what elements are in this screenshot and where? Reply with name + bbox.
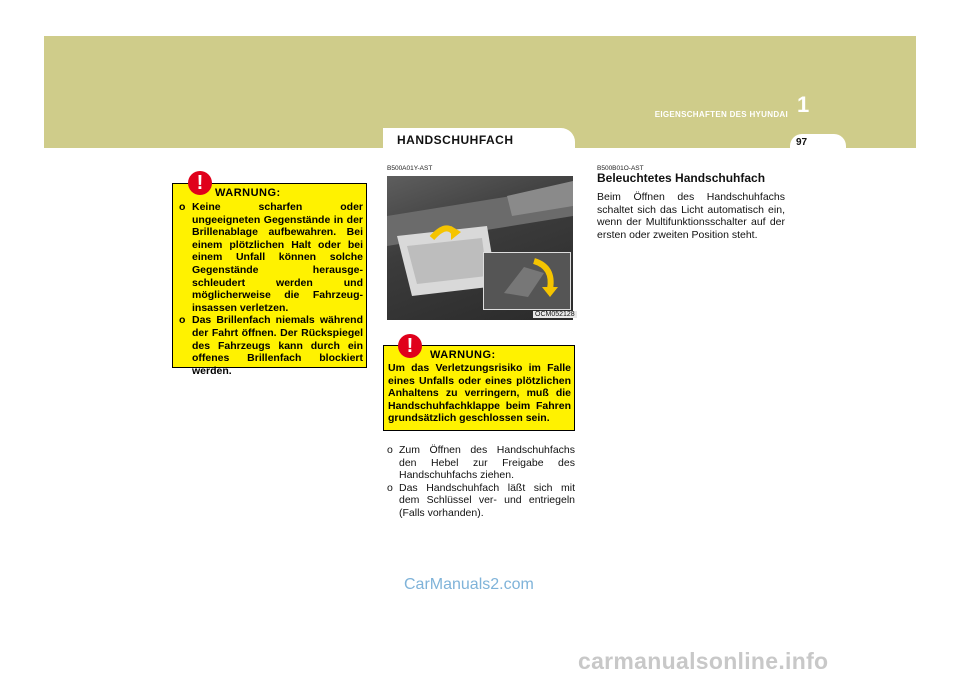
lever-inset (483, 252, 571, 310)
image-label: OCM052128 (535, 311, 575, 318)
instruction-item: o Zum Öffnen des Handschuhfachs den Hebel zur Freigabe des Handschuhfachs ziehen. (387, 444, 575, 482)
section-title: HANDSCHUHFACH (397, 133, 514, 147)
middle-instructions (387, 444, 575, 520)
right-heading: Beleuchtetes Handschuhfach (597, 171, 766, 185)
left-warning-box (172, 183, 367, 377)
warning-icon: ! (188, 171, 212, 195)
lever-illustration (484, 253, 570, 309)
page-number: 97 (796, 137, 808, 148)
right-code: B500B01O-AST (597, 165, 644, 172)
warning-icon: ! (398, 334, 422, 358)
glovebox-photo (387, 176, 573, 320)
left-warning-title: WARNUNG: (215, 187, 281, 199)
middle-code: B500A01Y-AST (387, 165, 433, 172)
right-text: Beim Öffnen des Handschuhfachs schaltet sich das Licht automatisch ein, wenn der Multifunktionsschalter auf der ersten oder zweiten Position steht. (597, 191, 785, 241)
instruction-item: o Das Handschuhfach läßt sich mit dem Schlüssel ver- und entriegeln (Falls vorhanden). (387, 481, 575, 519)
middle-warning-title: WARNUNG: (430, 349, 496, 361)
left-warning-item: o Keine scharfen oder ungeeigneten Gegenstände in der Brillenablage aufbewahren. Bei einem plötzlichen Halt oder bei einem Unfall können solche Gegenstände herausge-schleudert werden und möglicherweise die Fahrzeug-insassen verletzen. (179, 201, 363, 314)
chapter-number: 1 (797, 92, 810, 117)
middle-warning-box (383, 345, 575, 431)
page-tab (790, 134, 846, 152)
chapter-title: EIGENSCHAFTEN DES HYUNDAI (654, 110, 788, 119)
middle-warning-text: Um das Verletzungsrisiko im Falle eines Unfalls oder eines plötzlichen Anhaltens zu verringern, muß die Handschuhfachklappe beim Fahren grundsätzlich geschlossen sein. (388, 362, 571, 425)
left-warning-item: o Das Brillenfach niemals während der Fahrt öffnen. Der Rückspiegel des Fahrzeugs kann durch ein offenes Brillenfach blockiert werden. (179, 314, 363, 377)
left-warning-text (177, 201, 363, 377)
watermark-bottom[interactable]: carmanualsonline.info (578, 648, 829, 674)
watermark-top[interactable]: CarManuals2.com (404, 576, 534, 593)
section-tab (383, 128, 575, 152)
